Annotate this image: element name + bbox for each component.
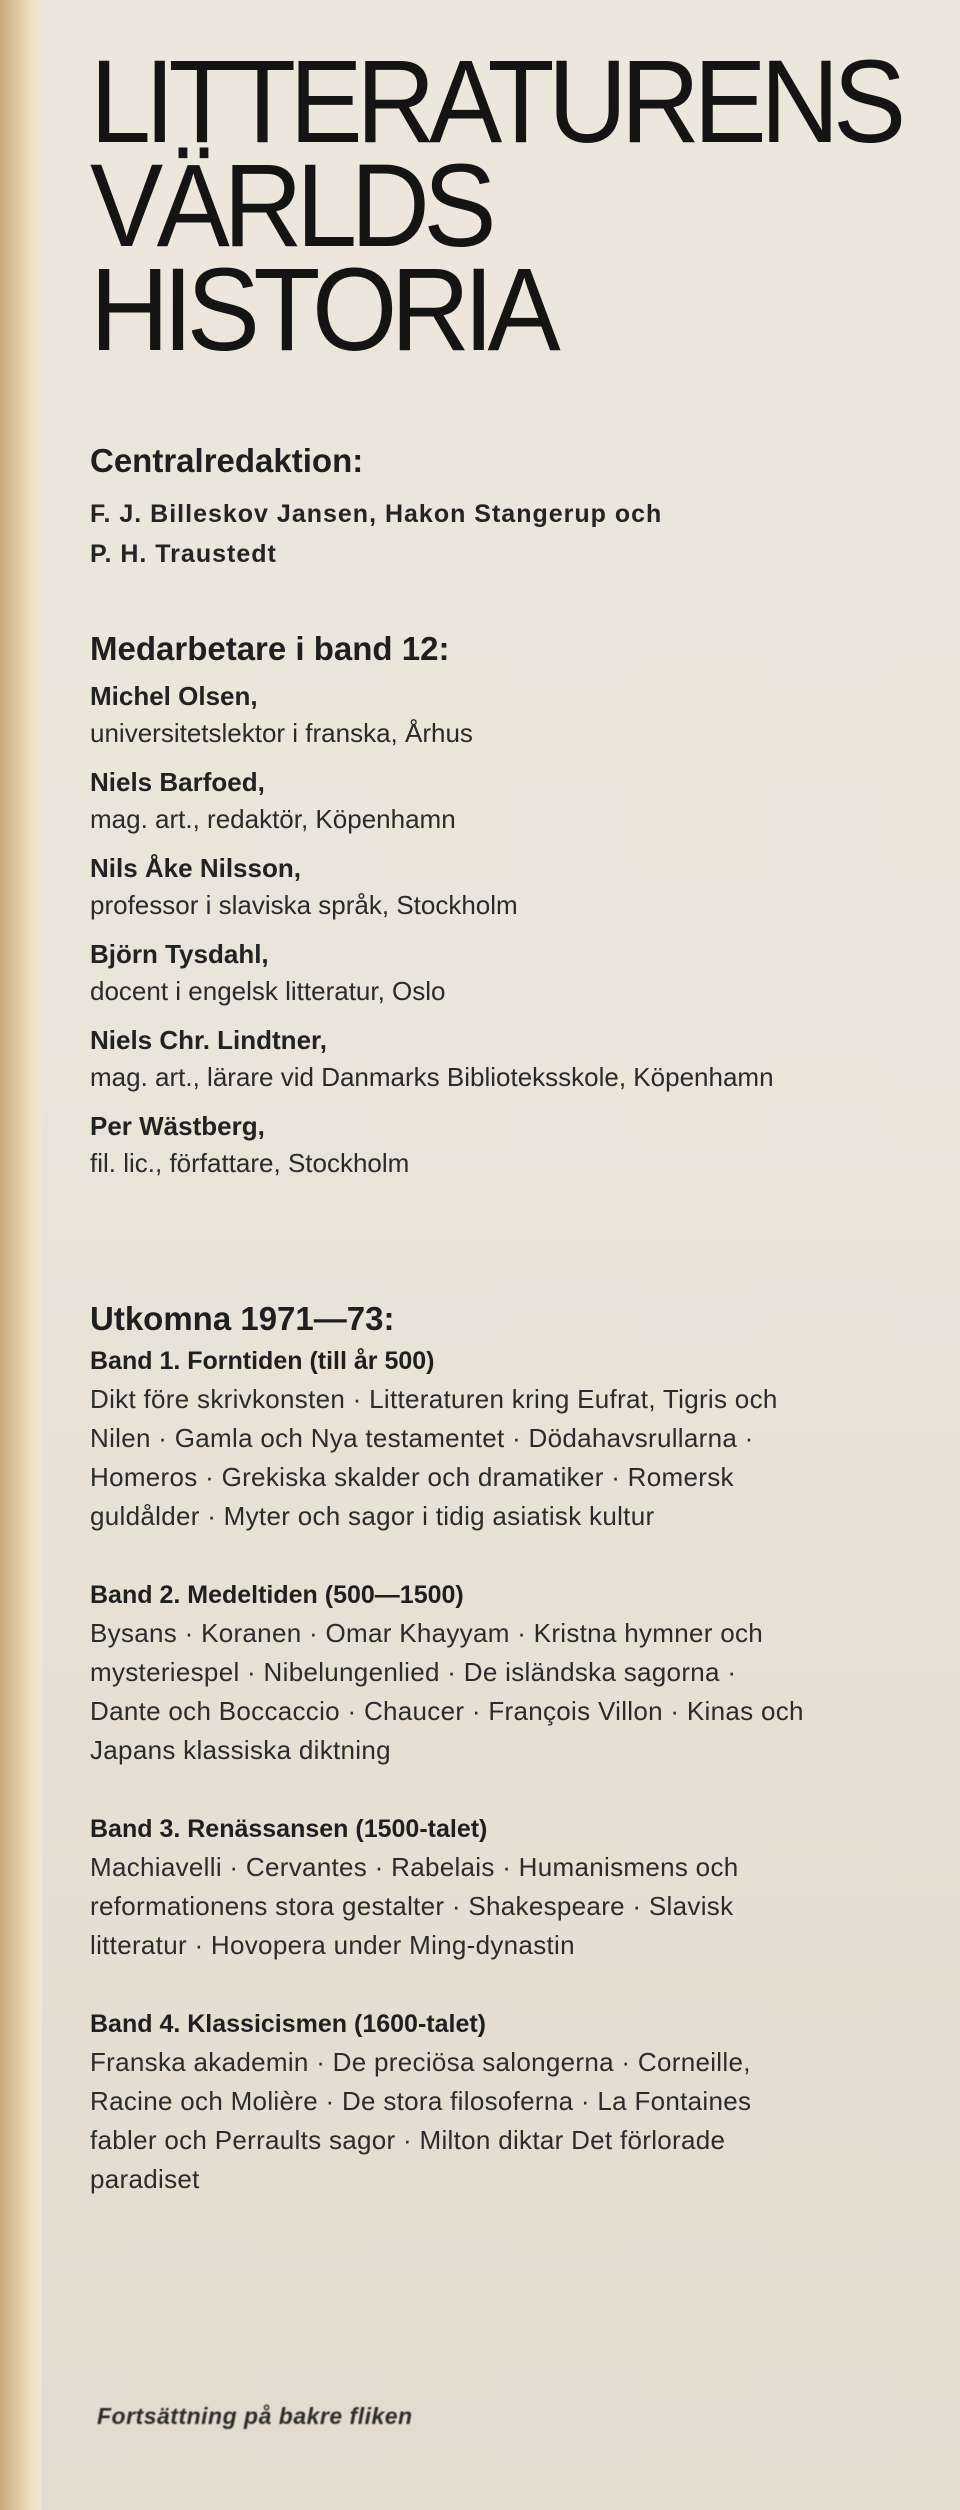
published-volumes-section (90, 1300, 920, 2199)
book-title (90, 36, 900, 376)
volume-description: Machiavelli · Cervantes · Rabelais · Humanismens och reformationens stora gestalter · Shakespeare · Slavisk litteratur · Hovopera under Ming-dynastin (90, 1852, 739, 1960)
published-heading: Utkomna 1971—73: (90, 1300, 395, 1337)
volume-description: Dikt före skrivkonsten · Litteraturen kring Eufrat, Tigris och Nilen · Gamla och Nya testamentet · Dödahavsrullarna · Homeros · Grekiska skalder och dramatiker · Romersk guldålder · Myter och sagor i tidig asiatisk kultur (90, 1384, 778, 1531)
contributor (90, 1022, 920, 1096)
contributor-name: Nils Åke Nilsson, (90, 853, 301, 883)
volume-description: Franska akademin · De preciösa salongerna · Corneille, Racine och Molière · De stora filosoferna · La Fontaines fabler och Perraults sagor · Milton diktar Det förlorade paradiset (90, 2047, 752, 2194)
contributor (90, 678, 920, 752)
volume-entry (90, 1810, 920, 1965)
contributors-section (90, 630, 920, 1182)
contributor-role: mag. art., redaktör, Köpenhamn (90, 804, 456, 834)
volume-description: Bysans · Koranen · Omar Khayyam · Kristna hymner och mysteriespel · Nibelungenlied · De isländska sagorna · Dante och Boccaccio · Chaucer · François Villon · Kinas och Japans klassiska diktning (90, 1618, 804, 1765)
book-flap (90, 36, 920, 2239)
contributor-name: Björn Tysdahl, (90, 939, 269, 969)
volume-title: Band 3. Renässansen (1500-talet) (90, 1815, 488, 1843)
editors-line-2: P. H. Traustedt (90, 540, 277, 568)
central-heading: Centralredaktion: (90, 442, 364, 479)
volume-entry (90, 1342, 920, 1536)
contributor-name: Niels Barfoed, (90, 767, 265, 797)
contributor-name: Per Wästberg, (90, 1111, 265, 1141)
contributor-name: Niels Chr. Lindtner, (90, 1025, 327, 1055)
contributor-role: fil. lic., författare, Stockholm (90, 1148, 410, 1178)
contributor-role: universitetslektor i franska, Århus (90, 718, 473, 748)
volume-title: Band 2. Medeltiden (500—1500) (90, 1581, 464, 1609)
editors-line-1: F. J. Billeskov Jansen, Hakon Stangerup och (90, 500, 663, 528)
volume-title: Band 1. Forntiden (till år 500) (90, 1347, 435, 1375)
contributor-role: mag. art., lärare vid Danmarks Biblioteksskole, Köpenhamn (90, 1062, 774, 1092)
volume-entry (90, 2005, 920, 2199)
title-line-2: VÄRLDS (90, 140, 491, 272)
continuation-note: Fortsättning på bakre fliken (97, 2403, 413, 2429)
volume-entry (90, 1576, 920, 1770)
contributor (90, 764, 920, 838)
contributor (90, 936, 920, 1010)
central-editors (90, 494, 920, 574)
contributors-heading: Medarbetare i band 12: (90, 630, 450, 667)
contributor-role: professor i slaviska språk, Stockholm (90, 890, 518, 920)
volume-title: Band 4. Klassicismen (1600-talet) (90, 2010, 486, 2038)
contributor-role: docent i engelsk litteratur, Oslo (90, 976, 446, 1006)
contributor (90, 1108, 920, 1182)
central-editorial-section (90, 442, 920, 574)
title-line-1: LITTERATURENS (90, 36, 900, 168)
title-line-3: HISTORIA (90, 244, 555, 376)
contributor (90, 850, 920, 924)
contributor-name: Michel Olsen, (90, 681, 258, 711)
book-spine-edge (0, 0, 42, 2510)
